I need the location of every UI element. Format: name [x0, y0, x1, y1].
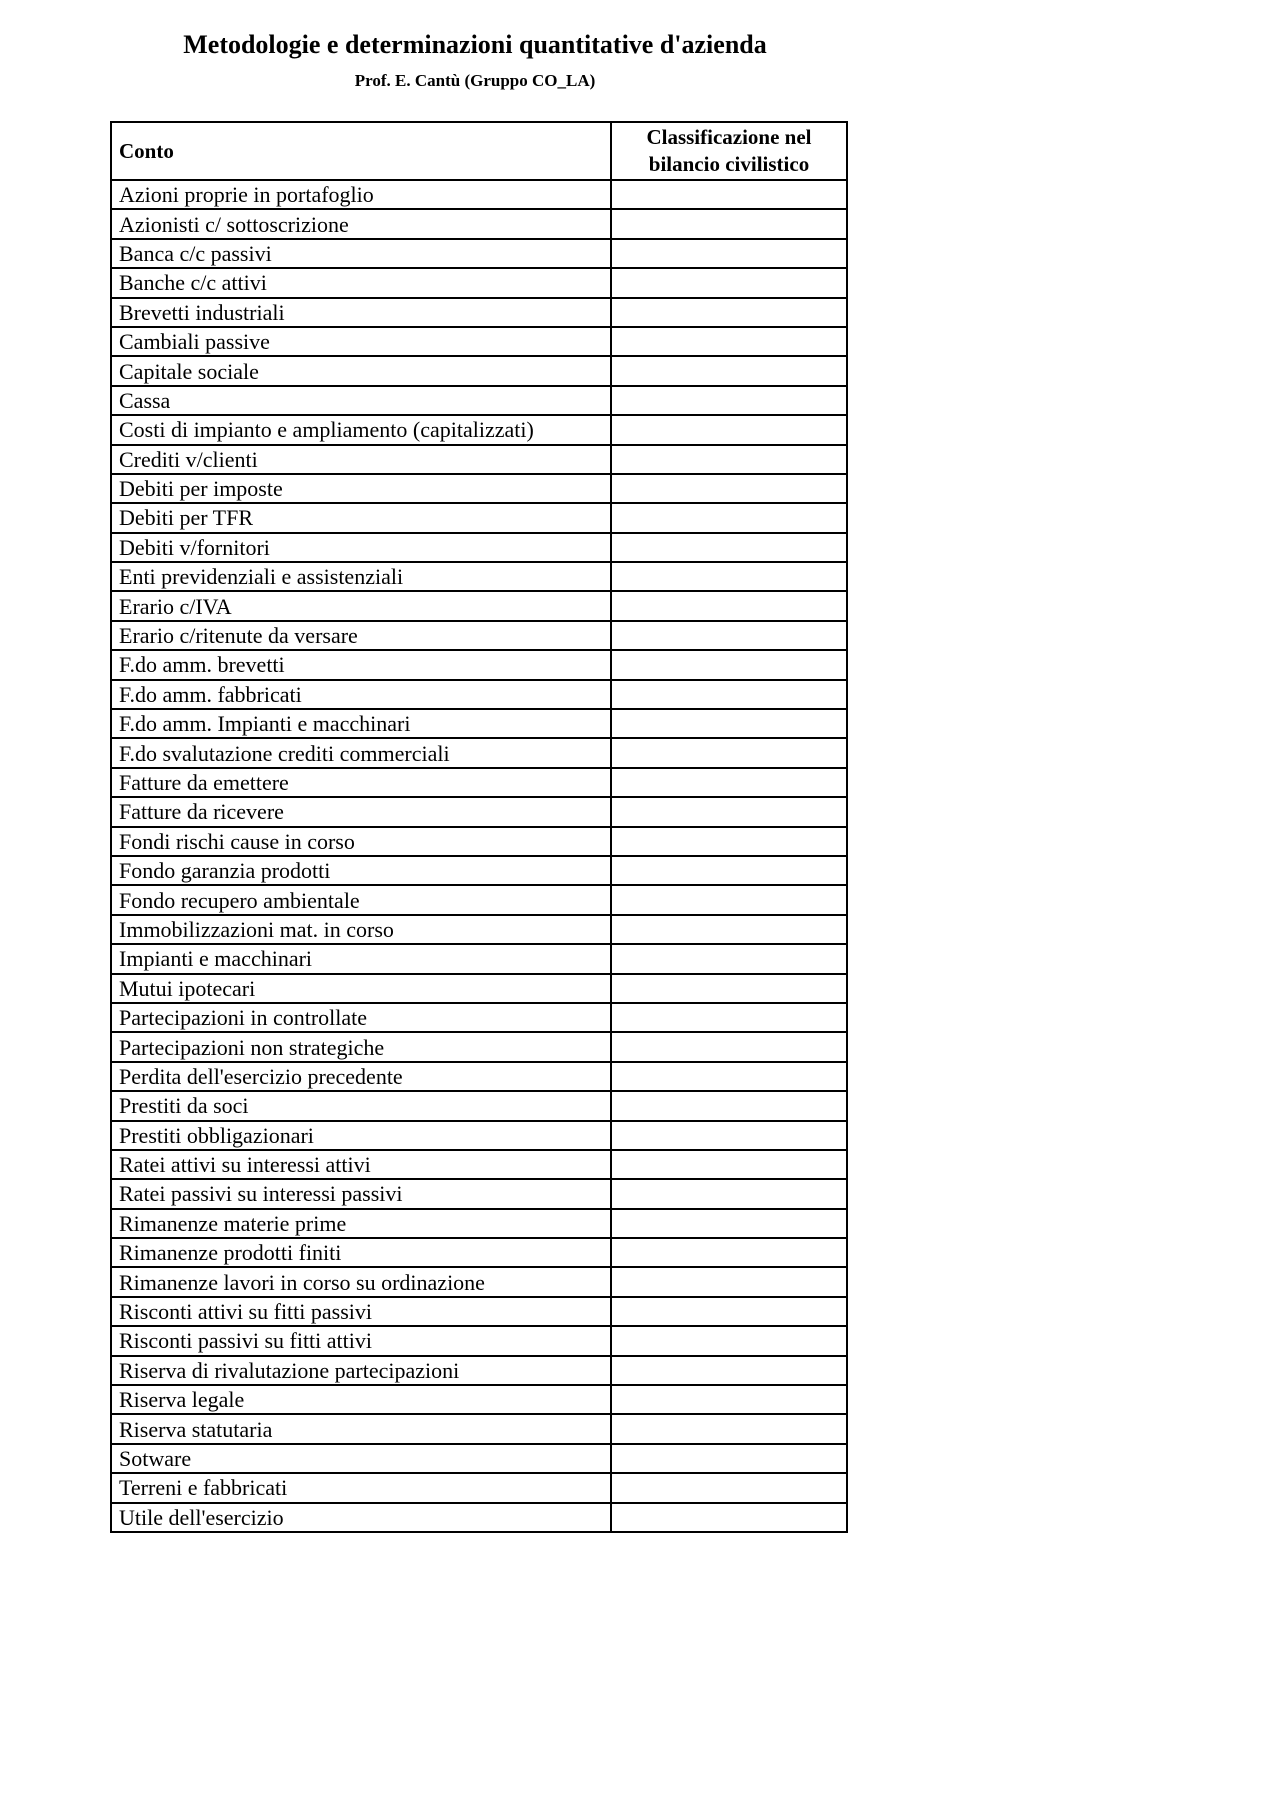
- classificazione-cell[interactable]: [611, 621, 847, 650]
- conto-cell: Cambiali passive: [111, 327, 611, 356]
- classificazione-cell[interactable]: [611, 445, 847, 474]
- table-row: [111, 562, 847, 591]
- classificazione-cell[interactable]: [611, 797, 847, 826]
- conto-cell: Capitale sociale: [111, 356, 611, 385]
- classificazione-cell[interactable]: [611, 268, 847, 297]
- table-row: [111, 1032, 847, 1061]
- table-row: [111, 827, 847, 856]
- table-row: [111, 1297, 847, 1326]
- table-row: [111, 298, 847, 327]
- column-header-classificazione: Classificazione nel bilancio civilistico: [611, 122, 847, 180]
- conto-cell: Fatture da emettere: [111, 768, 611, 797]
- conto-cell: Sotware: [111, 1444, 611, 1473]
- conto-cell: Fondo garanzia prodotti: [111, 856, 611, 885]
- classificazione-cell[interactable]: [611, 1032, 847, 1061]
- classificazione-cell[interactable]: [611, 827, 847, 856]
- table-row: [111, 180, 847, 209]
- classificazione-cell[interactable]: [611, 503, 847, 532]
- conto-cell: Crediti v/clienti: [111, 445, 611, 474]
- table-row: [111, 1091, 847, 1120]
- classificazione-cell[interactable]: [611, 1414, 847, 1443]
- classificazione-cell[interactable]: [611, 1238, 847, 1267]
- table-row: [111, 209, 847, 238]
- classificazione-cell[interactable]: [611, 1503, 847, 1532]
- classificazione-cell[interactable]: [611, 1326, 847, 1355]
- table-row: [111, 1326, 847, 1355]
- classificazione-cell[interactable]: [611, 768, 847, 797]
- table-row: [111, 885, 847, 914]
- classificazione-cell[interactable]: [611, 1150, 847, 1179]
- classificazione-cell[interactable]: [611, 709, 847, 738]
- conto-cell: Risconti passivi su fitti attivi: [111, 1326, 611, 1355]
- classificazione-cell[interactable]: [611, 533, 847, 562]
- table-row: [111, 1150, 847, 1179]
- conto-cell: Azioni proprie in portafoglio: [111, 180, 611, 209]
- classificazione-cell[interactable]: [611, 1297, 847, 1326]
- conto-cell: F.do svalutazione crediti commerciali: [111, 738, 611, 767]
- conto-cell: Rimanenze materie prime: [111, 1209, 611, 1238]
- classificazione-cell[interactable]: [611, 415, 847, 444]
- table-row: [111, 856, 847, 885]
- table-row: [111, 356, 847, 385]
- table-body: [111, 180, 847, 1532]
- conto-cell: Debiti per imposte: [111, 474, 611, 503]
- table-row: [111, 915, 847, 944]
- conto-cell: Riserva statutaria: [111, 1414, 611, 1443]
- classificazione-cell[interactable]: [611, 1062, 847, 1091]
- classificazione-cell[interactable]: [611, 327, 847, 356]
- classificazione-cell[interactable]: [611, 1267, 847, 1296]
- table-header-row: [111, 122, 847, 180]
- table-row: [111, 768, 847, 797]
- classificazione-cell[interactable]: [611, 209, 847, 238]
- conto-cell: Debiti v/fornitori: [111, 533, 611, 562]
- conto-cell: Costi di impianto e ampliamento (capitalizzati): [111, 415, 611, 444]
- table-row: [111, 268, 847, 297]
- conto-cell: Erario c/IVA: [111, 591, 611, 620]
- table-row: [111, 1385, 847, 1414]
- classificazione-cell[interactable]: [611, 1356, 847, 1385]
- classificazione-cell[interactable]: [611, 974, 847, 1003]
- conto-cell: Fondi rischi cause in corso: [111, 827, 611, 856]
- conto-cell: Perdita dell'esercizio precedente: [111, 1062, 611, 1091]
- classificazione-cell[interactable]: [611, 180, 847, 209]
- conto-cell: Enti previdenziali e assistenziali: [111, 562, 611, 591]
- table-row: [111, 445, 847, 474]
- conto-cell: F.do amm. fabbricati: [111, 680, 611, 709]
- table-row: [111, 680, 847, 709]
- table-row: [111, 621, 847, 650]
- table-row: [111, 944, 847, 973]
- table-row: [111, 709, 847, 738]
- table-row: [111, 1003, 847, 1032]
- table-row: [111, 1062, 847, 1091]
- table-row: [111, 1473, 847, 1502]
- table-row: [111, 1444, 847, 1473]
- classificazione-cell[interactable]: [611, 356, 847, 385]
- table-row: [111, 1179, 847, 1208]
- conto-cell: Terreni e fabbricati: [111, 1473, 611, 1502]
- document-title: Metodologie e determinazioni quantitative d'azienda: [183, 30, 767, 59]
- table-row: [111, 503, 847, 532]
- classificazione-cell[interactable]: [611, 885, 847, 914]
- conto-cell: Banca c/c passivi: [111, 239, 611, 268]
- table-row: [111, 533, 847, 562]
- table-row: [111, 974, 847, 1003]
- table-row: [111, 415, 847, 444]
- table-row: [111, 797, 847, 826]
- conto-cell: Ratei passivi su interessi passivi: [111, 1179, 611, 1208]
- conto-cell: Debiti per TFR: [111, 503, 611, 532]
- conto-cell: Rimanenze lavori in corso su ordinazione: [111, 1267, 611, 1296]
- conto-cell: Mutui ipotecari: [111, 974, 611, 1003]
- classificazione-cell[interactable]: [611, 1091, 847, 1120]
- conto-cell: Riserva di rivalutazione partecipazioni: [111, 1356, 611, 1385]
- classificazione-cell[interactable]: [611, 591, 847, 620]
- table-row: [111, 1356, 847, 1385]
- classificazione-cell[interactable]: [611, 1385, 847, 1414]
- conto-cell: Risconti attivi su fitti passivi: [111, 1297, 611, 1326]
- classificazione-cell[interactable]: [611, 738, 847, 767]
- conto-cell: Brevetti industriali: [111, 298, 611, 327]
- classificazione-cell[interactable]: [611, 915, 847, 944]
- conto-cell: Immobilizzazioni mat. in corso: [111, 915, 611, 944]
- classificazione-cell[interactable]: [611, 474, 847, 503]
- table-row: [111, 327, 847, 356]
- classificazione-cell[interactable]: [611, 1444, 847, 1473]
- classificazione-cell[interactable]: [611, 944, 847, 973]
- table-row: [111, 1238, 847, 1267]
- classificazione-cell[interactable]: [611, 239, 847, 268]
- conto-cell: F.do amm. Impianti e macchinari: [111, 709, 611, 738]
- table-row: [111, 1209, 847, 1238]
- table-row: [111, 474, 847, 503]
- conto-cell: Banche c/c attivi: [111, 268, 611, 297]
- classificazione-cell[interactable]: [611, 856, 847, 885]
- conto-cell: Ratei attivi su interessi attivi: [111, 1150, 611, 1179]
- classificazione-cell[interactable]: [611, 1473, 847, 1502]
- classificazione-cell[interactable]: [611, 386, 847, 415]
- classificazione-cell[interactable]: [611, 298, 847, 327]
- conto-cell: Prestiti da soci: [111, 1091, 611, 1120]
- conto-cell: Fondo recupero ambientale: [111, 885, 611, 914]
- classificazione-cell[interactable]: [611, 1179, 847, 1208]
- conto-cell: Fatture da ricevere: [111, 797, 611, 826]
- conto-cell: Partecipazioni in controllate: [111, 1003, 611, 1032]
- table-row: [111, 591, 847, 620]
- classificazione-cell[interactable]: [611, 1121, 847, 1150]
- conto-cell: Azionisti c/ sottoscrizione: [111, 209, 611, 238]
- conto-cell: Riserva legale: [111, 1385, 611, 1414]
- table-row: [111, 650, 847, 679]
- accounts-table: [110, 121, 848, 1533]
- conto-cell: Utile dell'esercizio: [111, 1503, 611, 1532]
- column-header-conto: Conto: [111, 122, 611, 180]
- classificazione-cell[interactable]: [611, 1003, 847, 1032]
- conto-cell: Cassa: [111, 386, 611, 415]
- classificazione-cell[interactable]: [611, 680, 847, 709]
- table-row: [111, 1414, 847, 1443]
- table-row: [111, 239, 847, 268]
- conto-cell: Rimanenze prodotti finiti: [111, 1238, 611, 1267]
- table-row: [111, 386, 847, 415]
- table-row: [111, 738, 847, 767]
- classificazione-cell[interactable]: [611, 1209, 847, 1238]
- classificazione-cell[interactable]: [611, 650, 847, 679]
- classificazione-cell[interactable]: [611, 562, 847, 591]
- table-row: [111, 1121, 847, 1150]
- table-row: [111, 1267, 847, 1296]
- table-row: [111, 1503, 847, 1532]
- conto-cell: F.do amm. brevetti: [111, 650, 611, 679]
- conto-cell: Impianti e macchinari: [111, 944, 611, 973]
- conto-cell: Prestiti obbligazionari: [111, 1121, 611, 1150]
- conto-cell: Erario c/ritenute da versare: [111, 621, 611, 650]
- document-subtitle: Prof. E. Cantù (Gruppo CO_LA): [354, 71, 596, 90]
- conto-cell: Partecipazioni non strategiche: [111, 1032, 611, 1061]
